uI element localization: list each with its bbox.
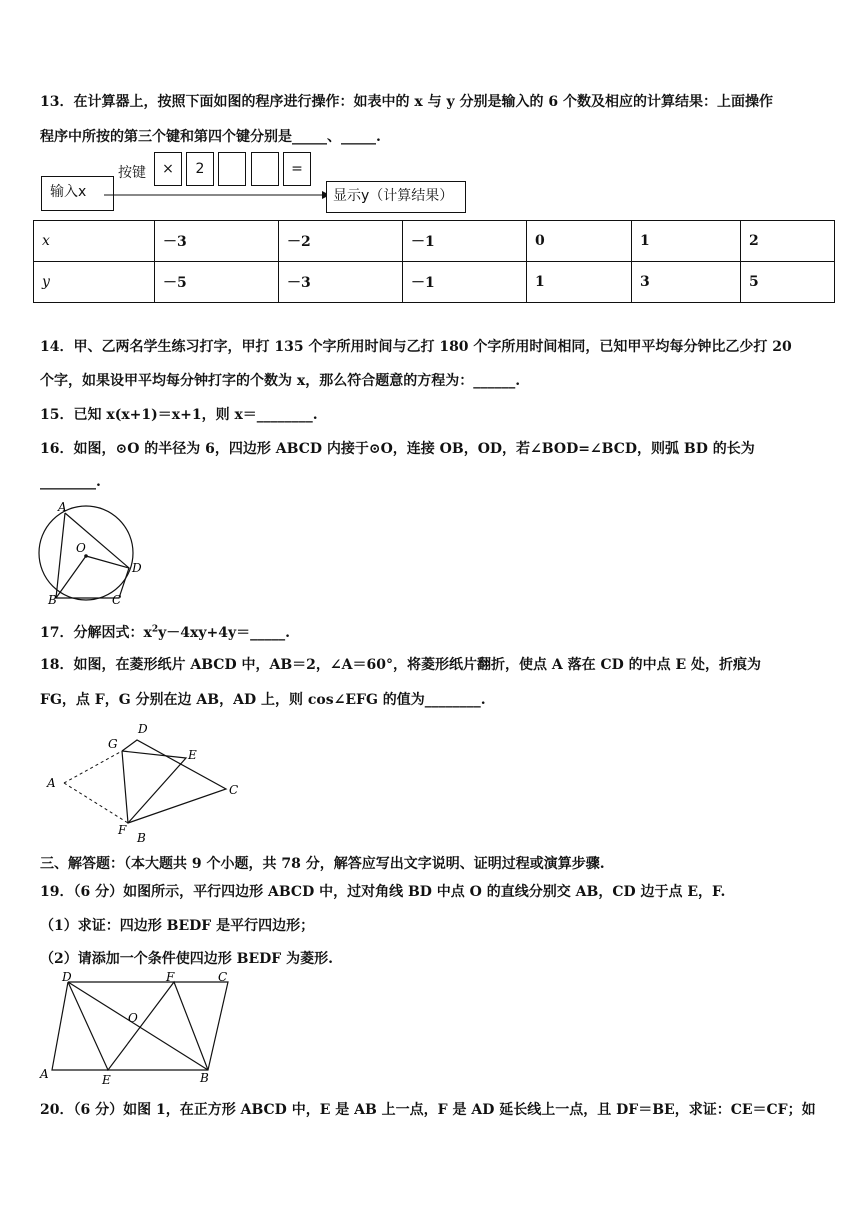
q20-line1: 20．（6 分）如图 1，在正方形 ABCD 中，E 是 AB 上一点，F 是 AD 延长线上一点，且 DF＝BE，求证：CE＝CF；如 [40, 1102, 816, 1118]
table-cell: y [34, 262, 155, 303]
table-cell: 3 [632, 262, 741, 303]
table-cell: －3 [155, 221, 279, 262]
q13-table [33, 220, 835, 303]
q17-prefix: 17．分解因式：x [40, 625, 152, 641]
q17-text [40, 622, 290, 642]
label-O: O [128, 1011, 138, 1025]
q16-line2: ________. [40, 474, 101, 490]
q19-line1: 19．（6 分）如图所示，平行四边形 ABCD 中，过对角线 BD 中点 O 的直线分别交 AB，CD 边于点 E，F. [40, 884, 726, 900]
table-row-y [34, 262, 835, 303]
q16-circle-figure [36, 500, 148, 608]
q19-parallelogram-figure [36, 970, 236, 1092]
q19-part2: （2）请添加一个条件使四边形 BEDF 为菱形. [40, 951, 333, 967]
q17-sup: 2 [151, 624, 159, 635]
label-D: D [132, 561, 142, 575]
q18-line2: FG，点 F，G 分别在边 AB，AD 上，则 cos∠EFG 的值为________. [40, 692, 486, 708]
q13-line1: 13．在计算器上，按照下面如图的程序进行操作：如表中的 x 与 y 分别是输入的 6 个数及相应的计算结果：上面操作 [40, 94, 773, 110]
label-A: A [47, 776, 56, 790]
q14-line2: 个字，如果设甲平均每分钟打字的个数为 x，那么符合题意的方程为：______. [40, 373, 521, 389]
label-F: F [118, 823, 127, 837]
label-E: E [188, 748, 197, 762]
section3-heading: 三、解答题：（本大题共 9 个小题，共 78 分，解答应写出文字说明、证明过程或演算步骤. [40, 856, 605, 872]
q14-line1: 14．甲、乙两名学生练习打字，甲打 135 个字所用时间与乙打 180 个字所用时间相同，已知甲平均每分钟比乙少打 20 [40, 339, 792, 355]
label-C: C [229, 783, 239, 797]
flow-arrow-icon [100, 188, 332, 202]
label-G: G [108, 737, 118, 751]
label-D: D [62, 970, 72, 984]
key-blank-4 [251, 152, 279, 186]
q15-text: 15．已知 x(x+1)＝x+1，则 x＝________. [40, 407, 318, 423]
label-C: C [218, 970, 228, 984]
label-B: B [137, 831, 146, 845]
label-A: A [40, 1067, 49, 1081]
label-B: B [200, 1071, 209, 1085]
table-cell: －5 [155, 262, 279, 303]
label-C: C [112, 593, 122, 607]
table-cell: 0 [527, 221, 632, 262]
label-A: A [58, 500, 67, 514]
table-cell: －3 [279, 262, 403, 303]
table-cell: －1 [403, 221, 527, 262]
output-box: 显示y（计算结果） [326, 181, 466, 213]
label-B: B [48, 593, 57, 607]
table-cell: x [34, 221, 155, 262]
key-multiply: × [154, 152, 182, 186]
label-D: D [138, 722, 148, 736]
label-O: O [76, 541, 86, 555]
table-cell: 2 [741, 221, 835, 262]
q18-rhombus-figure [40, 718, 252, 848]
label-E: E [102, 1073, 111, 1087]
table-row-x [34, 221, 835, 262]
label-F: F [166, 970, 175, 984]
q16-line1: 16．如图，⊙O 的半径为 6，四边形 ABCD 内接于⊙O，连接 OB，OD，若∠BOD=∠BCD，则弧 BD 的长为 [40, 441, 755, 457]
input-box: 输入x [41, 176, 114, 211]
q18-line1: 18．如图，在菱形纸片 ABCD 中，AB＝2，∠A＝60°，将菱形纸片翻折，使点 A 落在 CD 的中点 E 处，折痕为 [40, 657, 762, 673]
key-blank-3 [218, 152, 246, 186]
table-cell: －1 [403, 262, 527, 303]
keys-label: 按键 [118, 165, 146, 181]
table-cell: 1 [632, 221, 741, 262]
q13-line2: 程序中所按的第三个键和第四个键分别是_____、_____. [40, 129, 381, 145]
key-equals: = [283, 152, 311, 186]
q19-part1: （1）求证：四边形 BEDF 是平行四边形； [40, 918, 315, 934]
table-cell: 5 [741, 262, 835, 303]
q17-suffix: y－4xy+4y＝_____. [158, 625, 290, 641]
table-cell: 1 [527, 262, 632, 303]
key-two: 2 [186, 152, 214, 186]
table-cell: －2 [279, 221, 403, 262]
